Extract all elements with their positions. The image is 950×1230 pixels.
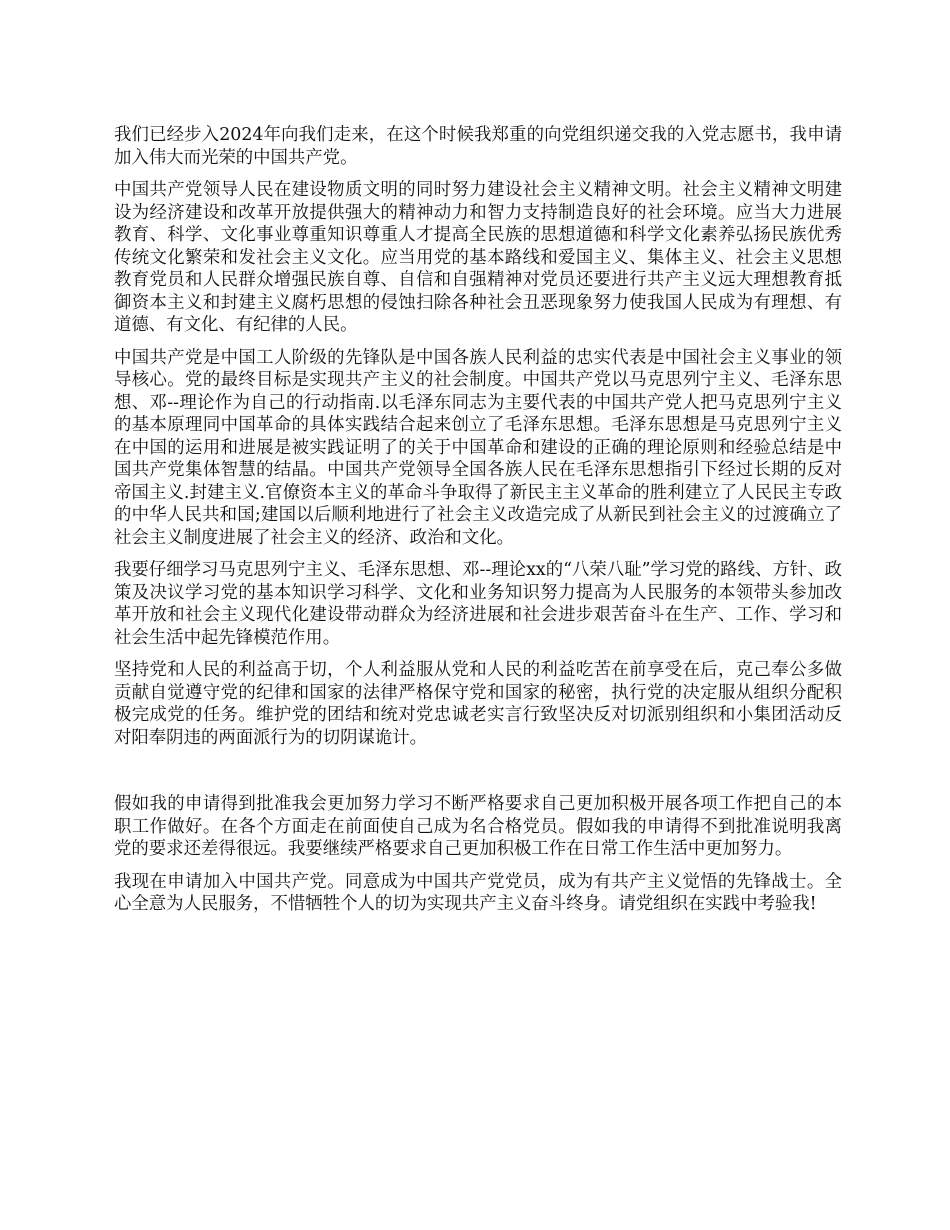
paragraph-spiritual-civilization: 中国共产党领导人民在建设物质文明的同时努力建设社会主义精神文明。社会主义精神文明建设为经济建设和改革开放提供强大的精神动力和智力支持制造良好的社会环境。应当大力进展教育、科学、文化事业尊重知识尊重人才提高全民族的思想道德和科学文化素养弘扬民族优秀传统文化繁荣和发社会主义文化。应当用党的基本路线和爱国主义、集体主义、社会主义思想教育党员和人民群众增强民族自尊、自信和自强精神对党员还要进行共产主义远大理想教育抵御资本主义和封建主义腐朽思想的侵蚀扫除各种社会丑恶现象努力使我国人民成为有理想、有道德、有文化、有纪律的人民。: [114, 180, 842, 335]
paragraph-study-commitment: 我要仔细学习马克思列宁主义、毛泽东思想、邓--理论xx的“八荣八耻”学习党的路线、方针、政策及决议学习党的基本知识学习科学、文化和业务知识努力提高为人民服务的本领带头参加改革开放和社会主义现代化建设带动群众为经济进展和社会进步艰苦奋斗在生产、工作、学习和社会生活中起先锋模范作用。: [114, 560, 842, 648]
paragraph-opening: 我们已经步入2024年向我们走来，在这个时候我郑重的向党组织递交我的入党志愿书，我申请加入伟大而光荣的中国共产党。: [114, 125, 842, 168]
paragraph-discipline: 坚持党和人民的利益高于切，个人利益服从党和人民的利益吃苦在前享受在后，克己奉公多做贡献自觉遵守党的纪律和国家的法律严格保守党和国家的秘密，执行党的决定服从组织分配积极完成党的任务。维护党的团结和统对党忠诚老实言行致坚决反对切派别组织和小集团活动反对阳奉阴违的两面派行为的切阴谋诡计。: [114, 660, 842, 748]
document-body: [114, 124, 842, 926]
paragraph-closing: 我现在申请加入中国共产党。同意成为中国共产党党员，成为有共产主义觉悟的先锋战士。全心全意为人民服务，不惜牺牲个人的切为实现共产主义奋斗终身。请党组织在实践中考验我!: [114, 871, 842, 914]
paragraph-gap: [114, 759, 842, 793]
paragraph-if-approved: 假如我的申请得到批准我会更加努力学习不断严格要求自己更加积极开展各项工作把自己的本职工作做好。在各个方面走在前面使自己成为名合格党员。假如我的申请得不到批准说明我离党的要求还差得很远。我要继续严格要求自己更加积极工作在日常工作生活中更加努力。: [114, 794, 842, 859]
paragraph-party-nature: 中国共产党是中国工人阶级的先锋队是中国各族人民利益的忠实代表是中国社会主义事业的领导核心。党的最终目标是实现共产主义的社会制度。中国共产党以马克思列宁主义、毛泽东思想、邓--理论作为自己的行动指南.以毛泽东同志为主要代表的中国共产党人把马克思列宁主义的基本原理同中国革命的具体实践结合起来创立了毛泽东思想。毛泽东思想是马克思列宁主义在中国的运用和进展是被实践证明了的关于中国革命和建设的正确的理论原则和经验总结是中国共产党集体智慧的结晶。中国共产党领导全国各族人民在毛泽东思想指引下经过长期的反对帝国主义.封建主义.官僚资本主义的革命斗争取得了新民主主义革命的胜利建立了人民民主专政的中华人民共和国;建国以后顺利地进行了社会主义改造完成了从新民到社会主义的过渡确立了社会主义制度进展了社会主义的经济、政治和文化。: [114, 347, 842, 548]
